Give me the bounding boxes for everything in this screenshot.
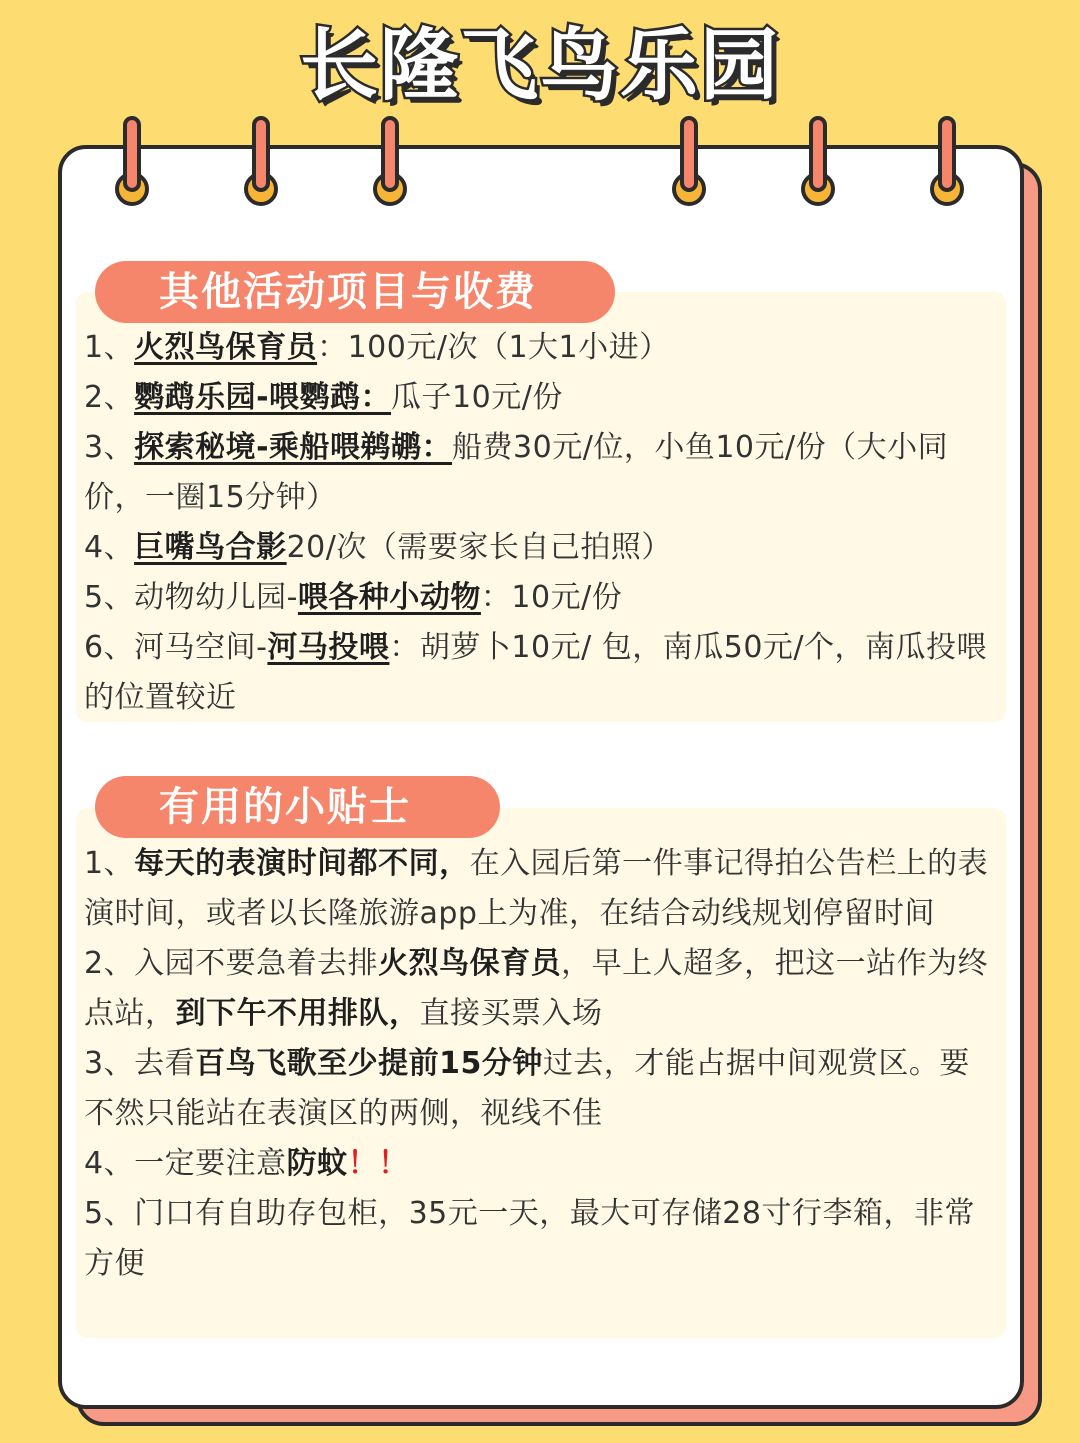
tips-section-heading: 有用的小贴士: [95, 776, 500, 838]
item-bold: 到下午不用排队，: [175, 996, 420, 1031]
fees-section-heading: 其他活动项目与收费: [95, 261, 615, 323]
item-prefix: 动物幼儿园-: [134, 580, 298, 615]
item-middle: ，早上人超多，把这一站作为终点站，: [84, 946, 989, 1031]
list-item: [84, 939, 1000, 1039]
ring-icon: [930, 116, 964, 208]
item-bold: 火烈鸟保育员: [378, 946, 562, 981]
list-item: [84, 1039, 1000, 1139]
item-number: 5、: [84, 1196, 135, 1231]
item-text: 在入园后第一件事记得拍公告栏上的表演时间，或者以长隆旅游app上为准，在结合动线规划停留时间: [84, 846, 989, 931]
list-item: [84, 1189, 1000, 1289]
item-number: 6、: [84, 630, 135, 665]
item-number: 4、: [84, 530, 135, 565]
item-bold: 防蚊: [286, 1146, 348, 1181]
ring-icon: [801, 116, 835, 208]
list-item: [84, 523, 1000, 573]
item-highlight: 鹦鹉乐园-喂鹦鹉：: [134, 380, 392, 415]
item-number: 1、: [84, 330, 135, 365]
item-number: 2、: [84, 946, 135, 981]
item-prefix: 入园不要急着去排: [134, 946, 379, 981]
item-number: 5、: [84, 580, 135, 615]
item-highlight: 喂各种小动物: [297, 580, 481, 615]
item-bold: 百鸟飞歌至少提前15分钟: [195, 1046, 543, 1081]
list-item: [84, 373, 1000, 423]
tips-list: [84, 839, 1000, 1289]
ring-icon: [244, 116, 278, 208]
item-highlight: 巨嘴鸟合影: [134, 530, 287, 565]
item-text: 直接买票入场: [419, 996, 603, 1031]
item-number: 1、: [84, 846, 135, 881]
list-item: [84, 323, 1000, 373]
page-title: 长隆飞鸟乐园: [299, 21, 780, 111]
list-item: [84, 573, 1000, 623]
item-prefix: 一定要注意: [134, 1146, 287, 1181]
list-item: [84, 839, 1000, 939]
item-text: ：胡萝卜10元/ 包，南瓜50元/个，南瓜投喂的位置较近: [84, 630, 988, 715]
list-item: [84, 623, 1000, 723]
list-item: [84, 1139, 1000, 1189]
ring-icon: [373, 116, 407, 208]
item-prefix: 去看: [134, 1046, 196, 1081]
item-highlight: 探索秘境-乘船喂鹈鹕：: [134, 430, 453, 465]
item-text: ：10元/份: [480, 580, 623, 615]
item-number: 4、: [84, 1146, 135, 1181]
item-prefix: 河马空间-: [134, 630, 268, 665]
exclamation-icon: ！！: [347, 1146, 409, 1181]
ring-icon: [115, 116, 149, 208]
list-item: [84, 423, 1000, 523]
item-number: 3、: [84, 1046, 135, 1081]
item-text: 过去，才能占据中间观赏区。要不然只能站在表演区的两侧，视线不佳: [84, 1046, 970, 1131]
item-highlight: 河马投喂: [267, 630, 390, 665]
item-highlight: 火烈鸟保育员: [134, 330, 318, 365]
item-bold: 每天的表演时间都不同，: [134, 846, 470, 881]
item-text: 瓜子10元/份: [391, 380, 563, 415]
item-text: 门口有自助存包柜，35元一天，最大可存储28寸行李箱，非常方便: [84, 1196, 975, 1281]
item-text: 20/次（需要家长自己拍照）: [286, 530, 672, 565]
item-number: 3、: [84, 430, 135, 465]
ring-icon: [672, 116, 706, 208]
item-text: 船费30元/位，小鱼10元/份（大小同价，一圈15分钟）: [84, 430, 949, 515]
item-text: ：100元/次（1大1小进）: [317, 330, 670, 365]
fees-list: [84, 323, 1000, 723]
item-number: 2、: [84, 380, 135, 415]
